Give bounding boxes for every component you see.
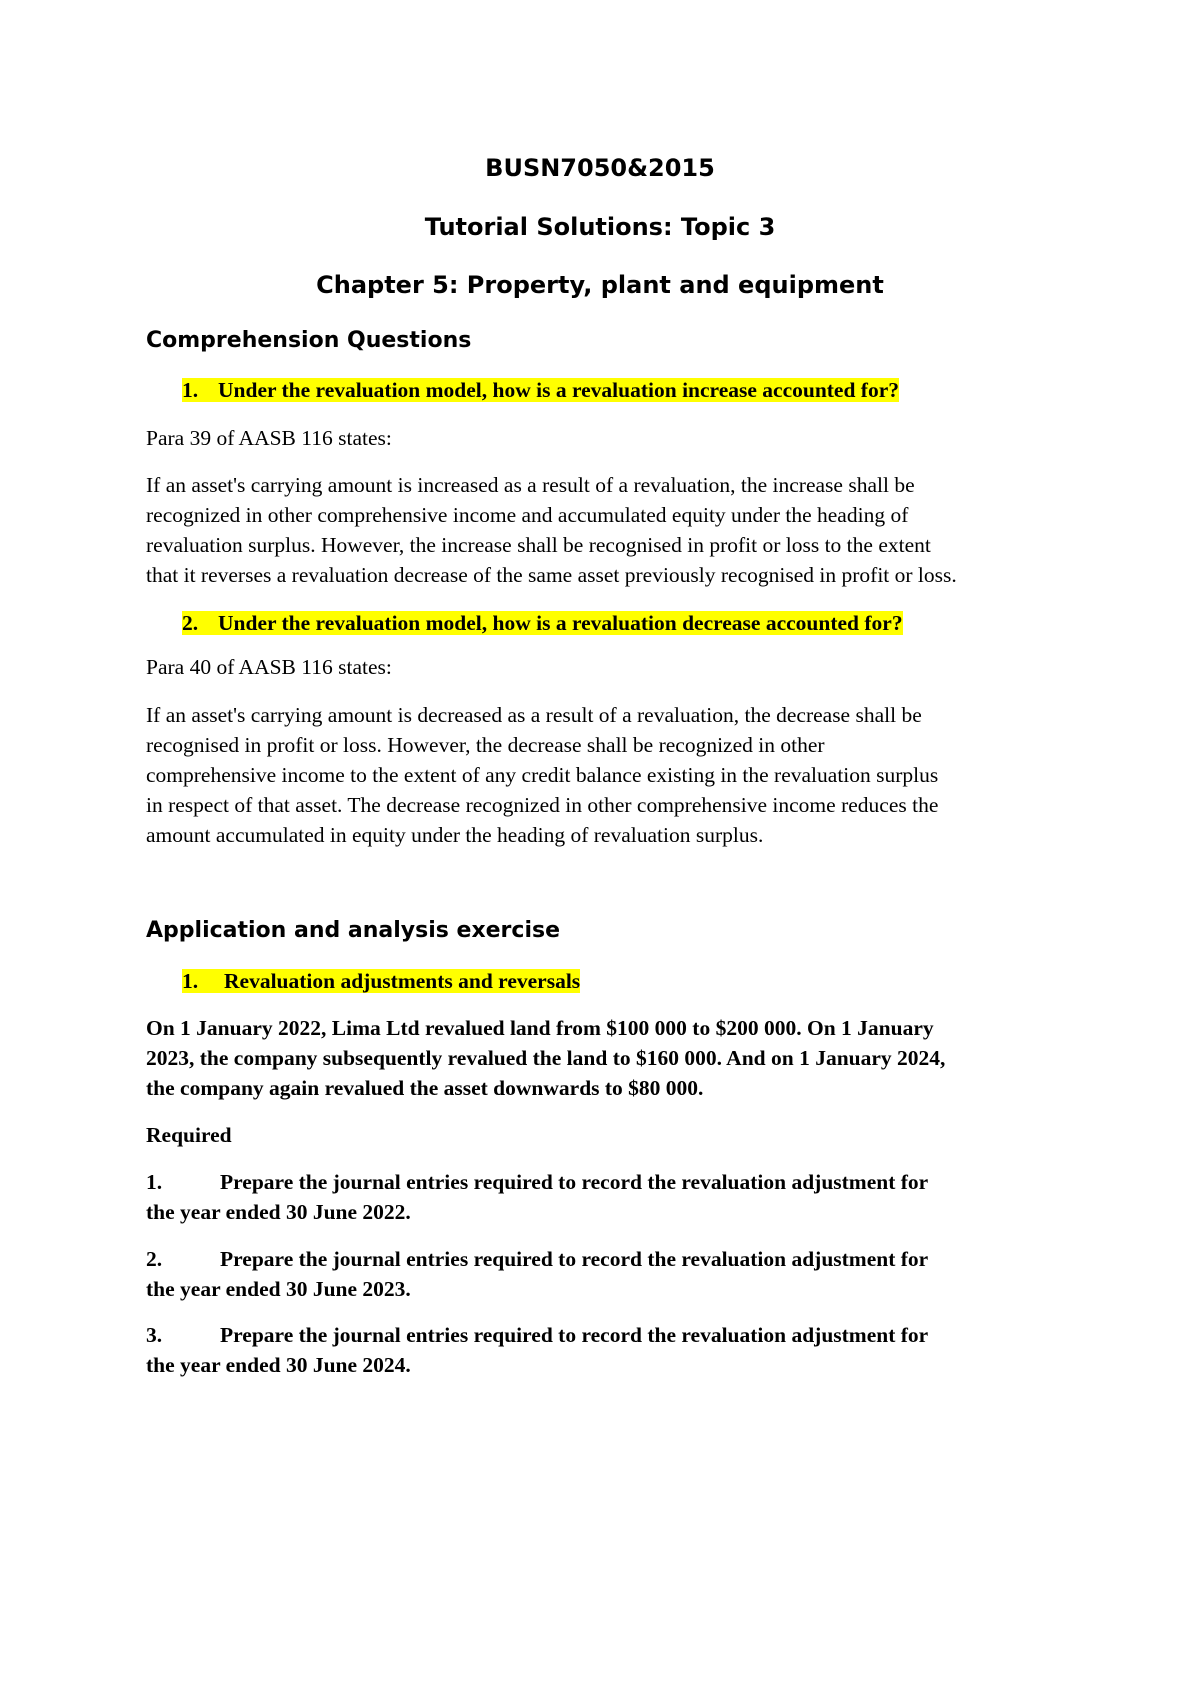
question-2 — [182, 608, 903, 638]
exercise-1-scenario — [146, 1013, 1076, 1103]
course-code: BUSN7050&2015 — [485, 154, 715, 182]
required-item-number: 3. — [146, 1323, 163, 1347]
required-item-text-cont: the year ended 30 June 2024. — [146, 1353, 411, 1377]
answer-line: that it reverses a revaluation decrease of the same asset previously recognised in profit or loss. — [146, 563, 957, 587]
answer-line: in respect of that asset. The decrease recognized in other comprehensive income reduces the — [146, 793, 939, 817]
answer-line: comprehensive income to the extent of any credit balance existing in the revaluation surplus — [146, 763, 939, 787]
exercise-1-label: Revaluation adjustments and reversals — [224, 969, 581, 993]
answer-line: amount accumulated in equity under the heading of revaluation surplus. — [146, 823, 764, 847]
answer-line: recognized in other comprehensive income and accumulated equity under the heading of — [146, 503, 909, 527]
required-item-text: Prepare the journal entries required to record the revaluation adjustment for — [220, 1170, 929, 1194]
question-1-number: 1. — [182, 378, 199, 402]
chapter-title: Chapter 5: Property, plant and equipment — [316, 271, 884, 299]
exercise-1-number: 1. — [182, 969, 199, 993]
scenario-line: 2023, the company subsequently revalued the land to $160 000. And on 1 January 2024, — [146, 1046, 946, 1070]
answer-line: recognised in profit or loss. However, the decrease shall be recognized in other — [146, 733, 825, 757]
required-item-text-cont: the year ended 30 June 2023. — [146, 1277, 411, 1301]
question-1-text: Under the revaluation model, how is a revaluation increase accounted for? — [218, 378, 900, 402]
page-title: Tutorial Solutions: Topic 3 — [424, 213, 776, 241]
scenario-line: On 1 January 2022, Lima Ltd revalued land from $100 000 to $200 000. On 1 January — [146, 1016, 934, 1040]
required-item-number: 2. — [146, 1247, 163, 1271]
required-item-3 — [146, 1320, 1076, 1380]
question-2-answer — [146, 700, 1076, 850]
comprehension-heading: Comprehension Questions — [146, 328, 472, 353]
question-2-reference: Para 40 of AASB 116 states: — [146, 655, 392, 679]
required-item-2 — [146, 1244, 1076, 1304]
question-1-reference: Para 39 of AASB 116 states: — [146, 426, 392, 450]
required-item-text: Prepare the journal entries required to record the revaluation adjustment for — [220, 1247, 929, 1271]
scenario-line: the company again revalued the asset downwards to $80 000. — [146, 1076, 704, 1100]
exercise-1-title — [182, 966, 580, 996]
required-item-text-cont: the year ended 30 June 2022. — [146, 1200, 411, 1224]
question-2-number: 2. — [182, 611, 199, 635]
answer-line: If an asset's carrying amount is decreased as a result of a revaluation, the decrease shall be — [146, 703, 922, 727]
required-label: Required — [146, 1123, 232, 1147]
required-item-number: 1. — [146, 1170, 163, 1194]
question-1 — [182, 375, 899, 405]
application-heading: Application and analysis exercise — [146, 918, 561, 943]
question-1-answer — [146, 470, 1076, 590]
required-item-1 — [146, 1167, 1076, 1227]
answer-line: revaluation surplus. However, the increase shall be recognised in profit or loss to the extent — [146, 533, 931, 557]
question-2-text: Under the revaluation model, how is a revaluation decrease accounted for? — [218, 611, 903, 635]
required-item-text: Prepare the journal entries required to record the revaluation adjustment for — [220, 1323, 929, 1347]
answer-line: If an asset's carrying amount is increased as a result of a revaluation, the increase shall be — [146, 473, 915, 497]
